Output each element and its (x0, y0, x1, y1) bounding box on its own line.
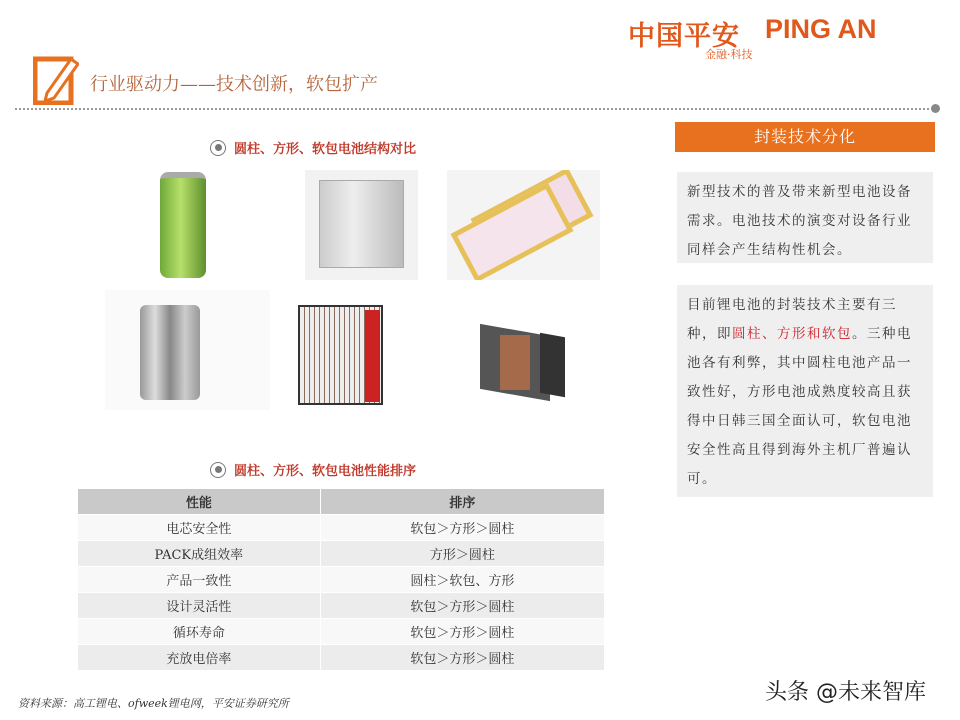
divider (15, 108, 933, 110)
text: 目前锂电池的封装技术主要有三种，即 (687, 297, 897, 342)
cell: 软包＞方形＞圆柱 (320, 593, 604, 619)
side-heading: 封装技术分化 (675, 122, 935, 152)
info-box-2 (677, 285, 933, 497)
cylindrical-battery-photo (160, 172, 206, 278)
logo-tagline: 金融·科技 (705, 48, 753, 61)
logo-chinese: 中国平安 (628, 21, 740, 52)
column-header: 排序 (320, 489, 604, 515)
table-header-row (78, 489, 605, 515)
cell: 软包＞方形＞圆柱 (320, 619, 604, 645)
watermark: 头条 @未来智库 (765, 680, 926, 705)
cell: 圆柱＞软包、方形 (320, 567, 604, 593)
cell: 产品一致性 (78, 567, 321, 593)
section-heading-performance (210, 460, 416, 479)
info-box-1: 新型技术的普及带来新型电池设备需求。电池技术的演变对设备行业同样会产生结构性机会。 (677, 172, 933, 263)
divider-end-dot (931, 104, 940, 113)
cell: 软包＞方形＞圆柱 (320, 645, 604, 671)
page-title: 行业驱动力——技术创新，软包扩产 (90, 74, 378, 95)
performance-table (77, 488, 605, 671)
prismatic-battery-photo (305, 170, 418, 280)
pouch-battery-photo (447, 170, 600, 280)
table-row (78, 619, 605, 645)
cell: 方形＞圆柱 (320, 541, 604, 567)
cell: 充放电倍率 (78, 645, 321, 671)
table-row (78, 567, 605, 593)
prismatic-structure-diagram (290, 295, 415, 415)
cell: 软包＞方形＞圆柱 (320, 515, 604, 541)
section-heading-structure (210, 138, 416, 157)
bullet-circle-icon (210, 140, 226, 156)
section-label: 圆柱、方形、软包电池结构对比 (234, 142, 417, 157)
cylindrical-structure-diagram (105, 290, 270, 410)
highlight-text: 圆柱、方形和软包 (732, 326, 852, 342)
cell: 设计灵活性 (78, 593, 321, 619)
cell: 循环寿命 (78, 619, 321, 645)
source-note: 资料来源：高工锂电、ofweek锂电网，平安证券研究所 (18, 697, 289, 710)
logo-english: PING AN (765, 14, 877, 44)
table-row (78, 645, 605, 671)
table-row (78, 541, 605, 567)
table-row (78, 515, 605, 541)
cell: 电芯安全性 (78, 515, 321, 541)
pencil-note-icon (33, 55, 79, 105)
pouch-structure-diagram (440, 295, 600, 415)
section-label: 圆柱、方形、软包电池性能排序 (234, 464, 417, 479)
text: 。三种电池各有利弊，其中圆柱电池产品一致性好，方形电池成熟度较高且获得中日韩三国全面认可，软包电池安全性高且得到海外主机厂普遍认可。 (687, 326, 912, 487)
cell: PACK成组效率 (78, 541, 321, 567)
column-header: 性能 (78, 489, 321, 515)
bullet-circle-icon (210, 462, 226, 478)
table-row (78, 593, 605, 619)
